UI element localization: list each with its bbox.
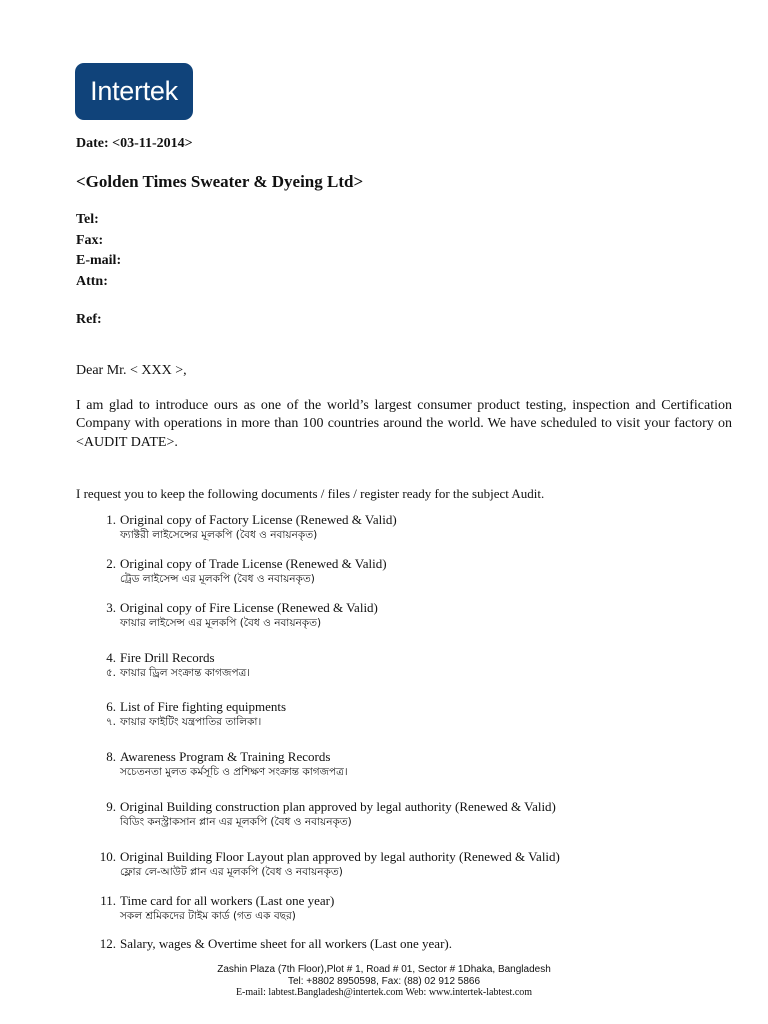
contact-attn: Attn: [76, 273, 108, 289]
item-bengali: ফায়ার লাইসেন্স এর মূলকপি (বৈধ ও নবায়নকৃত) [120, 617, 322, 629]
item-bengali [105, 715, 286, 730]
contact-tel: Tel: [76, 212, 99, 227]
item-number: 12. [99, 936, 116, 951]
footer-address: Zashin Plaza (7th Floor),Plot # 1, Road # 01, Sector # 1Dhaka, Bangladesh [217, 964, 551, 975]
list-item [99, 849, 560, 880]
letter-footer [0, 964, 768, 999]
item-english: Time card for all workers (Last one year) [120, 893, 335, 908]
intro-paragraph: I am glad to introduce ours as one of the world’s largest consumer product testing, inspection and Certification Company with operations in more than 100 countries around the world. We have scheduled to visit your factory on <AUDIT DATE>. [76, 398, 732, 450]
company-name: <Golden Times Sweater & Dyeing Ltd> [76, 172, 364, 191]
reference: Ref: [76, 312, 102, 327]
item-number: 6. [106, 699, 116, 714]
list-item [100, 893, 335, 924]
item-bengali: বিডিং কনস্ট্রাকসান প্লান এর মূলকপি (বৈধ ও নবায়নকৃত) [120, 816, 352, 828]
item-english: List of Fire fighting equipments [120, 699, 287, 714]
list-item [105, 699, 287, 730]
item-number: 9. [106, 799, 116, 814]
item-number: 8. [106, 749, 116, 764]
list-item [106, 556, 387, 587]
item-english: Original Building construction plan approved by legal authority (Renewed & Valid) [120, 799, 556, 814]
logo-text: Intertek [90, 76, 178, 106]
item-number: 1. [106, 512, 116, 527]
item-bengali-number: ৫. [105, 667, 116, 679]
contact-fax: Fax: [76, 232, 104, 248]
footer-email-web: E-mail: labtest.Bangladesh@intertek.com Web: www.intertek-labtest.com [235, 987, 533, 998]
list-item [106, 749, 348, 780]
item-english: Original copy of Trade License (Renewed & Valid) [120, 556, 387, 571]
contact-email: E-mail: [76, 253, 122, 268]
intertek-logo [75, 63, 193, 120]
greeting: Dear Mr. < XXX >, [76, 363, 187, 378]
item-english: Awareness Program & Training Records [120, 749, 331, 764]
item-english: Fire Drill Records [120, 650, 215, 665]
item-bengali-number: ৭. [105, 716, 116, 728]
list-item [106, 600, 378, 631]
item-bengali: ফ্লোর লে-আউট প্লান এর মূলকপি (বৈধ ও নবায়নকৃত) [120, 866, 343, 878]
item-bengali [105, 666, 251, 681]
request-line: I request you to keep the following documents / files / register ready for the subject Audit. [76, 486, 545, 501]
list-item [106, 799, 556, 830]
item-bengali: সচেতনতা মুলত কর্মসূচি ও প্রশিক্ষণ সংক্রান্ত কাগজপত্র। [120, 766, 348, 778]
list-item [105, 650, 251, 681]
item-bengali-text: ফায়ার ড্রিল সংক্রান্ত কাগজপত্র। [120, 667, 251, 679]
item-bengali: ফ্যাক্টরী লাইসেন্সের মূলকপি (বৈধ ও নবায়নকৃত) [120, 529, 318, 541]
item-number: 3. [106, 600, 116, 615]
item-bengali: সকল শ্রমিকদের টাইম কার্ড (গত এক বছর) [120, 910, 296, 922]
footer-phone: Tel: +8802 8950598, Fax: (88) 02 912 5866 [287, 975, 481, 987]
item-english: Original copy of Factory License (Renewed & Valid) [120, 512, 397, 527]
item-english: Original Building Floor Layout plan approved by legal authority (Renewed & Valid) [120, 849, 560, 864]
item-number: 4. [106, 650, 116, 665]
item-bengali-text: ফায়ার ফাইটিং যন্ত্রপাতির তালিকা। [120, 716, 262, 728]
item-english: Salary, wages & Overtime sheet for all workers (Last one year). [120, 936, 452, 951]
item-number: 2. [106, 556, 116, 571]
contact-block [76, 210, 121, 292]
item-number: 10. [99, 849, 116, 864]
item-number: 11. [100, 893, 116, 908]
list-item [99, 936, 452, 952]
letter-date: Date: <03-11-2014> [76, 136, 193, 151]
item-english: Original copy of Fire License (Renewed & Valid) [120, 600, 378, 615]
item-bengali: ট্রেড লাইসেন্স এর মূলকপি (বৈধ ও নবায়নকৃত) [120, 573, 315, 585]
list-item [106, 512, 397, 543]
